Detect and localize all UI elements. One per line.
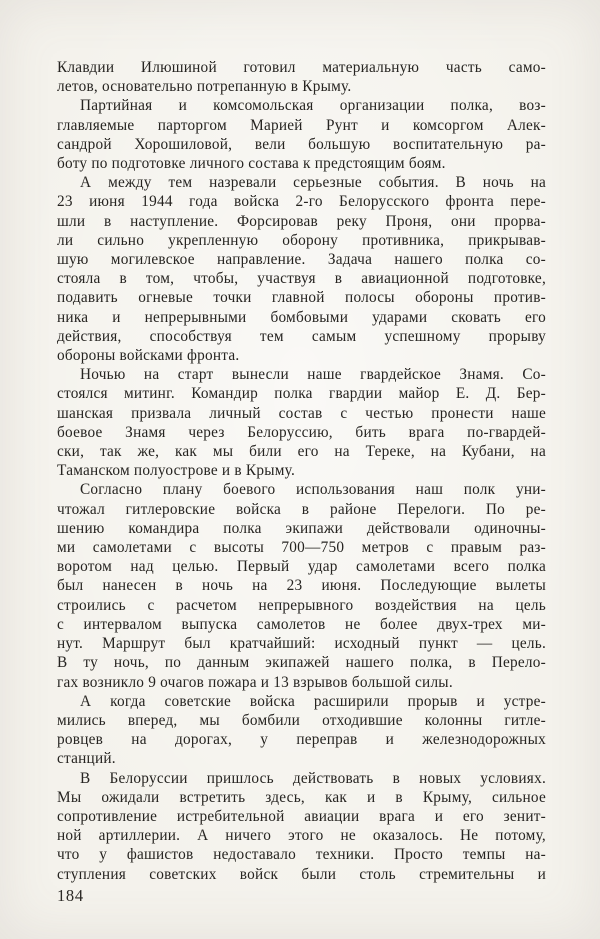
text-line: воротом над целью. Первый удар самолетами всего полка: [57, 558, 546, 576]
text-line: стоялся митинг. Командир полка гвардии майор Е. Д. Бер-: [57, 385, 546, 403]
text-line: шанская призвала личный состав с честью пронести наше: [57, 404, 546, 422]
text-line: стояла в том, чтобы, участвуя в авиационной подготовке,: [57, 270, 546, 288]
text-line: шению командира полка экипажи действовали одиночны-: [57, 519, 546, 537]
text-line: станций.: [57, 750, 116, 768]
text-line: шую могилевское направление. Задача нашего полка со-: [57, 251, 546, 269]
text-line: Клавдии Илюшиной готовил материальную часть само-: [57, 59, 546, 76]
text-line: сопротивление истребительной авиации врага и его зенит-: [57, 807, 546, 825]
text-line: чтожал гитлеровские войска в районе Перелоги. По ре-: [57, 500, 546, 518]
text-line: Согласно плану боевого использования наш полк уни-: [80, 481, 546, 499]
text-line: Партийная и комсомольская организации полка, воз-: [80, 97, 546, 115]
text-line: подавить огневые точки главной полосы обороны против-: [57, 289, 546, 307]
page-number: 184: [57, 886, 84, 905]
text-line: А между тем назревали серьезные события. В ночь на: [80, 174, 546, 192]
text-line: гах возникло 9 очагов пожара и 13 взрывов большой силы.: [57, 673, 453, 691]
text-line: что у фашистов недоставало техники. Просто темпы на-: [57, 846, 546, 864]
text-line: сандрой Хорошиловой, вели большую воспитательную ра-: [57, 135, 546, 153]
text-line: боту по подготовке личного состава к предстоящим боям.: [57, 155, 446, 173]
text-line: действия, способствуя тем самым успешному прорыву: [57, 327, 546, 345]
text-line: ступления советских войск были столь стремительны и: [57, 865, 546, 883]
text-line: 23 июня 1944 года войска 2-го Белорусского фронта пере-: [57, 193, 546, 211]
text-line: шли в наступление. Форсировав реку Проня, они прорва-: [57, 212, 546, 230]
text-line: А когда советские войска расширили прорыв и устре-: [80, 692, 546, 710]
text-line: летов, основательно потрепанную в Крыму.: [57, 78, 352, 96]
text-line: был нанесен в ночь на 23 июня. Последующие вылеты: [57, 577, 546, 595]
text-line: Ночью на старт вынесли наше гвардейское Знамя. Со-: [80, 366, 546, 384]
text-line: главляемые парторгом Марией Рунт и комсоргом Алек-: [57, 116, 546, 134]
text-line: В Белоруссии пришлось действовать в новых условиях.: [80, 769, 546, 787]
text-line: В ту ночь, по данным экипажей нашего полка, в Перело-: [57, 654, 546, 672]
text-line: с интервалом выпуска самолетов не более двух-трех ми-: [57, 615, 546, 633]
text-line: ми самолетами с высоты 700—750 метров с правым раз-: [57, 539, 546, 557]
text-line: строились с расчетом непрерывного воздействия на цель: [57, 596, 546, 614]
text-line: Мы ожидали встретить здесь, как и в Крыму, сильное: [57, 788, 546, 806]
text-line: боевое Знамя через Белоруссию, бить врага по-гвардей-: [57, 423, 546, 441]
text-line: нут. Маршрут был кратчайший: исходный пункт — цель.: [57, 635, 546, 653]
page-text: [57, 58, 546, 884]
text-line: ной артиллерии. А ничего этого не оказалось. Не потому,: [57, 827, 546, 845]
text-line: ровцев на дорогах, у переправ и железнодорожных: [57, 731, 546, 749]
text-line: ника и непрерывными бомбовыми ударами сковать его: [57, 308, 546, 326]
text-line: обороны войсками фронта.: [57, 347, 240, 365]
text-line: ли сильно укрепленную оборону противника, прикрывав-: [57, 231, 546, 249]
text-line: Таманском полуострове и в Крыму.: [57, 462, 296, 480]
text-line: мились вперед, мы бомбили отходившие колонны гитле-: [57, 711, 546, 729]
text-line: ски, так же, как мы били его на Тереке, на Кубани, на: [57, 443, 546, 461]
